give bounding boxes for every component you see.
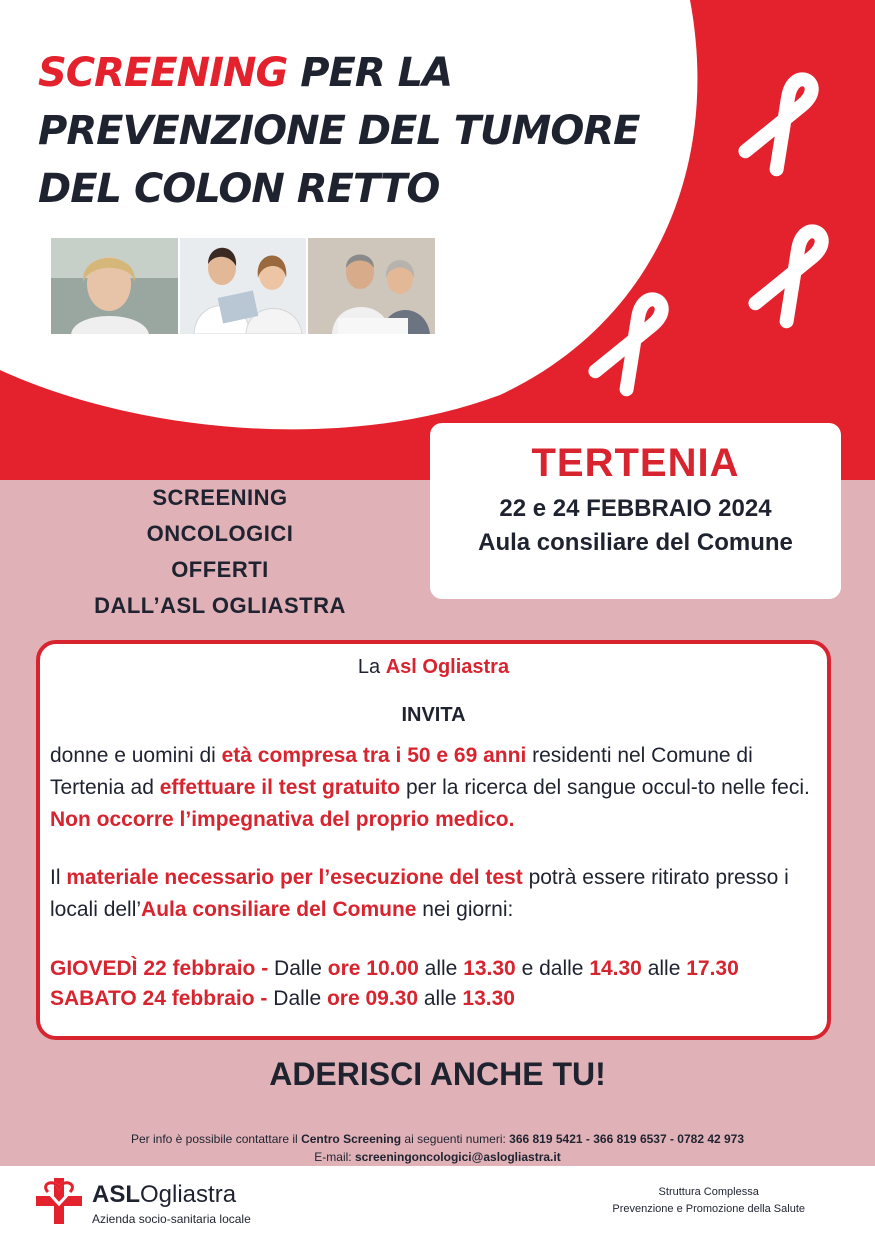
text-run: ai seguenti numeri: — [401, 1132, 510, 1146]
event-venue: Aula consiliare del Comune — [478, 529, 793, 556]
brand-subtitle: Azienda socio-sanitaria locale — [92, 1212, 251, 1226]
lead-org: Asl Ogliastra — [385, 656, 510, 678]
brand-name — [92, 1182, 236, 1208]
contact-info — [0, 1130, 875, 1166]
page-title — [38, 44, 639, 218]
title-accent: SCREENING — [38, 50, 288, 96]
schedule-time: 14.30 — [589, 957, 642, 980]
email-address: screeningoncologici@aslogliastra.it — [354, 1150, 561, 1164]
phone-numbers: 366 819 5421 - 366 819 6537 - 0782 42 973 — [509, 1132, 745, 1146]
title-line-1-rest: PER LA — [287, 50, 453, 96]
offer-line: OFFERTI — [171, 557, 269, 582]
text-run: donne e uomini di — [50, 744, 222, 767]
title-line-2: PREVENZIONE DEL TUMORE — [38, 108, 640, 154]
contact-phones — [0, 1130, 875, 1148]
invitation-paragraph-2 — [50, 862, 815, 926]
schedule-day: GIOVEDÌ 22 febbraio - — [50, 957, 269, 980]
text-highlight: Non occorre l’impegnativa del proprio medico. — [50, 808, 515, 831]
asl-cross-logo-icon — [34, 1176, 84, 1226]
text-run: per la ricerca del sangue occul-to nelle feci. — [400, 776, 810, 799]
title-line-1 — [38, 44, 639, 102]
text-highlight: effettuare il test gratuito — [159, 776, 401, 799]
schedule-time: 17.30 — [686, 957, 739, 980]
invitation-box — [36, 640, 831, 1040]
title-line-3: DEL COLON RETTO — [38, 166, 440, 212]
contact-email — [0, 1148, 875, 1166]
screening-center-name: Centro Screening — [301, 1132, 402, 1146]
schedule-day: SABATO 24 febbraio - — [50, 987, 268, 1010]
text-highlight: Aula consiliare del Comune — [141, 898, 417, 921]
invitation-verb: INVITA — [401, 704, 466, 726]
event-city: TERTENIA — [531, 441, 740, 485]
offer-line: DALL’ASL OGLIASTRA — [94, 593, 346, 618]
footer — [0, 1166, 875, 1241]
text-run: residenti nel Comune di Tertenia ad — [50, 744, 753, 799]
email-label: E-mail: — [314, 1150, 355, 1164]
schedule-row-thursday — [50, 954, 815, 984]
text-run: Per info è possibile contattare il — [130, 1132, 302, 1146]
text-run: Il — [50, 866, 67, 889]
lead-prefix: La — [357, 656, 386, 678]
event-info-card — [430, 423, 841, 599]
text-run: Dalle — [268, 957, 328, 980]
text-run: potrà essere ritirato presso i locali dell’ — [50, 866, 789, 921]
department-line: Prevenzione e Promozione della Salute — [612, 1203, 805, 1215]
schedule-time: 13.30 — [463, 957, 516, 980]
text-run: Dalle — [267, 987, 327, 1010]
text-highlight: età compresa tra i 50 e 69 anni — [221, 744, 527, 767]
schedule-time: ore 09.30 — [326, 987, 419, 1010]
department-line: Struttura Complessa — [658, 1186, 759, 1198]
call-to-action: ADERISCI ANCHE TU! — [269, 1056, 606, 1092]
text-run: alle — [418, 957, 464, 980]
event-dates: 22 e 24 FEBBRAIO 2024 — [499, 495, 772, 522]
department-label — [612, 1184, 805, 1218]
brand-bold: ASL — [92, 1181, 140, 1208]
schedule-time: ore 10.00 — [327, 957, 419, 980]
photo-elderly-couple — [308, 238, 435, 334]
offer-line: ONCOLOGICI — [146, 521, 294, 546]
invitation-paragraph-1 — [50, 740, 815, 836]
text-run: alle — [418, 987, 463, 1010]
schedule-row-saturday — [50, 984, 815, 1014]
schedule — [50, 954, 815, 1014]
text-highlight: materiale necessario per l’esecuzione del test — [66, 866, 523, 889]
schedule-time: 13.30 — [462, 987, 515, 1010]
offer-heading — [40, 480, 400, 624]
photo-strip — [51, 238, 435, 334]
text-run: nei giorni: — [416, 898, 514, 921]
photo-woman-portrait — [51, 238, 178, 334]
photo-consultation — [180, 238, 307, 334]
brand-rest: Ogliastra — [140, 1181, 237, 1208]
text-run: alle — [641, 957, 687, 980]
text-run: e dalle — [515, 957, 590, 980]
invitation-lead — [40, 656, 827, 679]
offer-line: SCREENING — [152, 485, 288, 510]
